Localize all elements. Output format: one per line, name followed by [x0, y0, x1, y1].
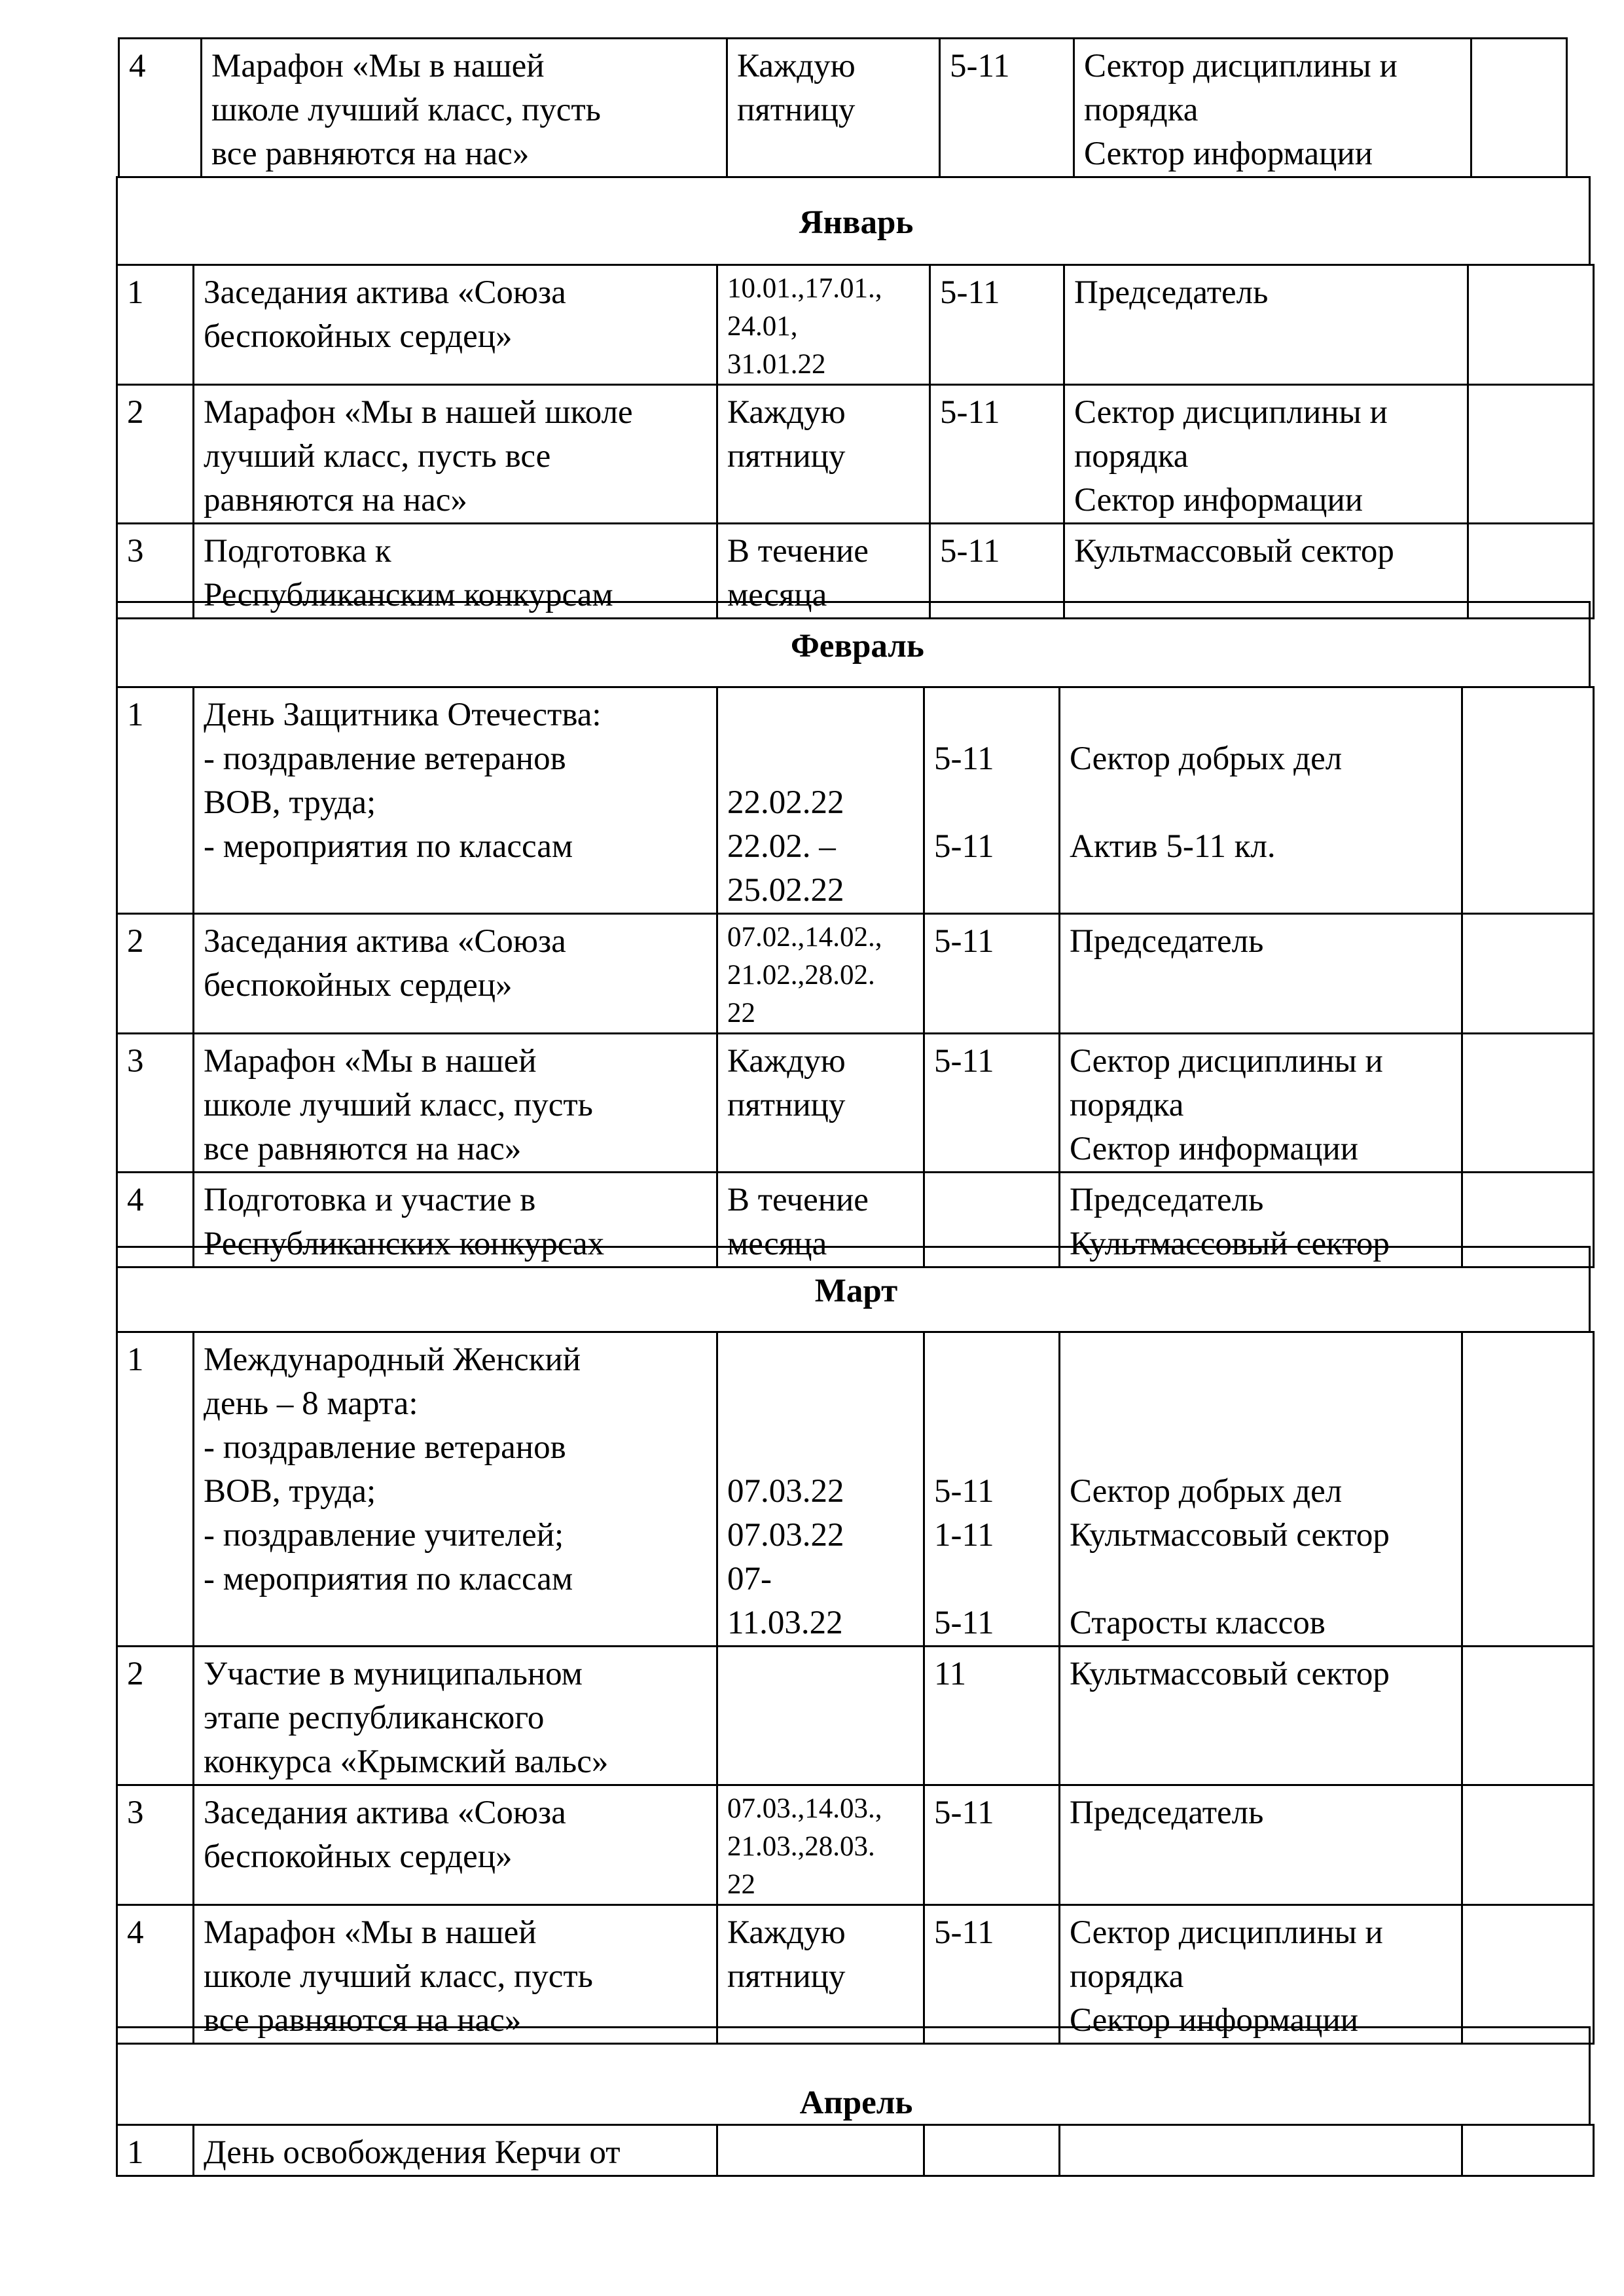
grades-cell: 5-11: [924, 1785, 1060, 1905]
note-cell: [1462, 1905, 1594, 2044]
responsible-cell: Сектор дисциплины и порядка Сектор информации: [1074, 39, 1471, 177]
responsible-cell: Председатель Культмассовый сектор: [1060, 1173, 1462, 1267]
grades-cell: 5-11: [930, 385, 1064, 524]
row-number: 2: [117, 1647, 194, 1785]
note-cell: [1462, 1034, 1594, 1173]
row-number: 2: [117, 914, 194, 1034]
plan-table-january: [116, 264, 1595, 619]
event-cell: Заседания актива «Союза беспокойных сердец»: [194, 914, 717, 1034]
table-row: [117, 1905, 1594, 2044]
responsible-cell: Сектор дисциплины и порядка Сектор информации: [1060, 1034, 1462, 1173]
note-cell: [1471, 39, 1567, 177]
event-cell: Подготовка и участие в Республиканских конкурсах: [194, 1173, 717, 1267]
table-row: [117, 1647, 1594, 1785]
plan-table-april: [116, 2124, 1595, 2177]
plan-table-top: [118, 37, 1568, 178]
row-number: 4: [117, 1173, 194, 1267]
note-cell: [1462, 687, 1594, 914]
date-cell: 07.02.,14.02., 21.02.,28.02. 22: [717, 914, 924, 1034]
grades-cell: 5-11 1-11 5-11: [924, 1332, 1060, 1647]
row-number: 3: [117, 524, 194, 619]
event-cell: День Защитника Отечества: - поздравление ветеранов ВОВ, труда; - мероприятия по классам: [194, 687, 717, 914]
event-cell: Участие в муниципальном этапе республиканского конкурса «Крымский вальс»: [194, 1647, 717, 1785]
month-title-april: Апрель: [799, 2085, 913, 2121]
responsible-cell: Сектор дисциплины и порядка Сектор информации: [1064, 385, 1468, 524]
note-cell: [1468, 385, 1594, 524]
row-number: 1: [117, 1332, 194, 1647]
event-cell: Марафон «Мы в нашей школе лучший класс, пусть все равняются на нас»: [194, 1905, 717, 2044]
row-number: 1: [117, 265, 194, 385]
responsible-cell: Председатель: [1064, 265, 1468, 385]
note-cell: [1462, 1647, 1594, 1785]
responsible-cell: Сектор добрых дел Актив 5-11 кл.: [1060, 687, 1462, 914]
event-cell: Марафон «Мы в нашей школе лучший класс, пусть все равняются на нас»: [194, 385, 717, 524]
row-number: 4: [117, 1905, 194, 2044]
plan-table-february: [116, 686, 1595, 1268]
event-cell: День освобождения Керчи от: [194, 2125, 717, 2176]
table-row: [117, 1785, 1594, 1905]
table-row: [117, 1034, 1594, 1173]
grades-cell: 5-11: [940, 39, 1074, 177]
row-number: 4: [119, 39, 202, 177]
event-cell: Подготовка к Республиканским конкурсам: [194, 524, 717, 619]
date-cell: Каждую пятницу: [717, 385, 930, 524]
month-title-february: Февраль: [791, 628, 924, 665]
note-cell: [1462, 2125, 1594, 2176]
month-title-march: Март: [814, 1273, 898, 1309]
date-cell: Каждую пятницу: [717, 1034, 924, 1173]
table-row: [117, 687, 1594, 914]
responsible-cell: Председатель: [1060, 1785, 1462, 1905]
grades-cell: 11: [924, 1647, 1060, 1785]
date-cell: В течение месяца: [717, 524, 930, 619]
date-cell: 07.03.22 07.03.22 07- 11.03.22: [717, 1332, 924, 1647]
event-cell: Марафон «Мы в нашей школе лучший класс, пусть все равняются на нас»: [194, 1034, 717, 1173]
table-row: [119, 39, 1567, 177]
note-cell: [1462, 1785, 1594, 1905]
grades-cell: 5-11: [924, 1905, 1060, 2044]
note-cell: [1468, 265, 1594, 385]
responsible-cell: Культмассовый сектор: [1060, 1647, 1462, 1785]
date-cell: 10.01.,17.01., 24.01, 31.01.22: [717, 265, 930, 385]
event-cell: Марафон «Мы в нашей школе лучший класс, пусть все равняются на нас»: [202, 39, 727, 177]
grades-cell: 5-11: [930, 265, 1064, 385]
event-cell: Международный Женский день – 8 марта: - поздравление ветеранов ВОВ, труда; - поздравление учителей; - мероприятия по классам: [194, 1332, 717, 1647]
row-number: 2: [117, 385, 194, 524]
event-cell: Заседания актива «Союза беспокойных сердец»: [194, 265, 717, 385]
date-cell: [717, 1647, 924, 1785]
grades-cell: 5-11: [930, 524, 1064, 619]
table-row: [117, 385, 1594, 524]
table-row: [117, 1332, 1594, 1647]
event-cell: Заседания актива «Союза беспокойных сердец»: [194, 1785, 717, 1905]
grades-cell: 5-11 5-11: [924, 687, 1060, 914]
responsible-cell: Сектор добрых дел Культмассовый сектор Старосты классов: [1060, 1332, 1462, 1647]
grades-cell: 5-11: [924, 1034, 1060, 1173]
row-number: 1: [117, 2125, 194, 2176]
plan-table-march: [116, 1331, 1595, 2045]
responsible-cell: [1060, 2125, 1462, 2176]
date-cell: [717, 2125, 924, 2176]
row-number: 1: [117, 687, 194, 914]
table-row: [117, 2125, 1594, 2176]
table-row: [117, 914, 1594, 1034]
date-cell: 22.02.22 22.02. – 25.02.22: [717, 687, 924, 914]
date-cell: 07.03.,14.03., 21.03.,28.03. 22: [717, 1785, 924, 1905]
responsible-cell: Культмассовый сектор: [1064, 524, 1468, 619]
grades-cell: [924, 2125, 1060, 2176]
row-number: 3: [117, 1034, 194, 1173]
row-number: 3: [117, 1785, 194, 1905]
note-cell: [1462, 1332, 1594, 1647]
grades-cell: 5-11: [924, 914, 1060, 1034]
date-cell: Каждую пятницу: [717, 1905, 924, 2044]
responsible-cell: Сектор дисциплины и порядка Сектор информации: [1060, 1905, 1462, 2044]
responsible-cell: Председатель: [1060, 914, 1462, 1034]
month-title-january: Январь: [799, 204, 914, 241]
table-row: [117, 265, 1594, 385]
date-cell: Каждую пятницу: [727, 39, 940, 177]
date-cell: В течение месяца: [717, 1173, 924, 1267]
note-cell: [1462, 914, 1594, 1034]
